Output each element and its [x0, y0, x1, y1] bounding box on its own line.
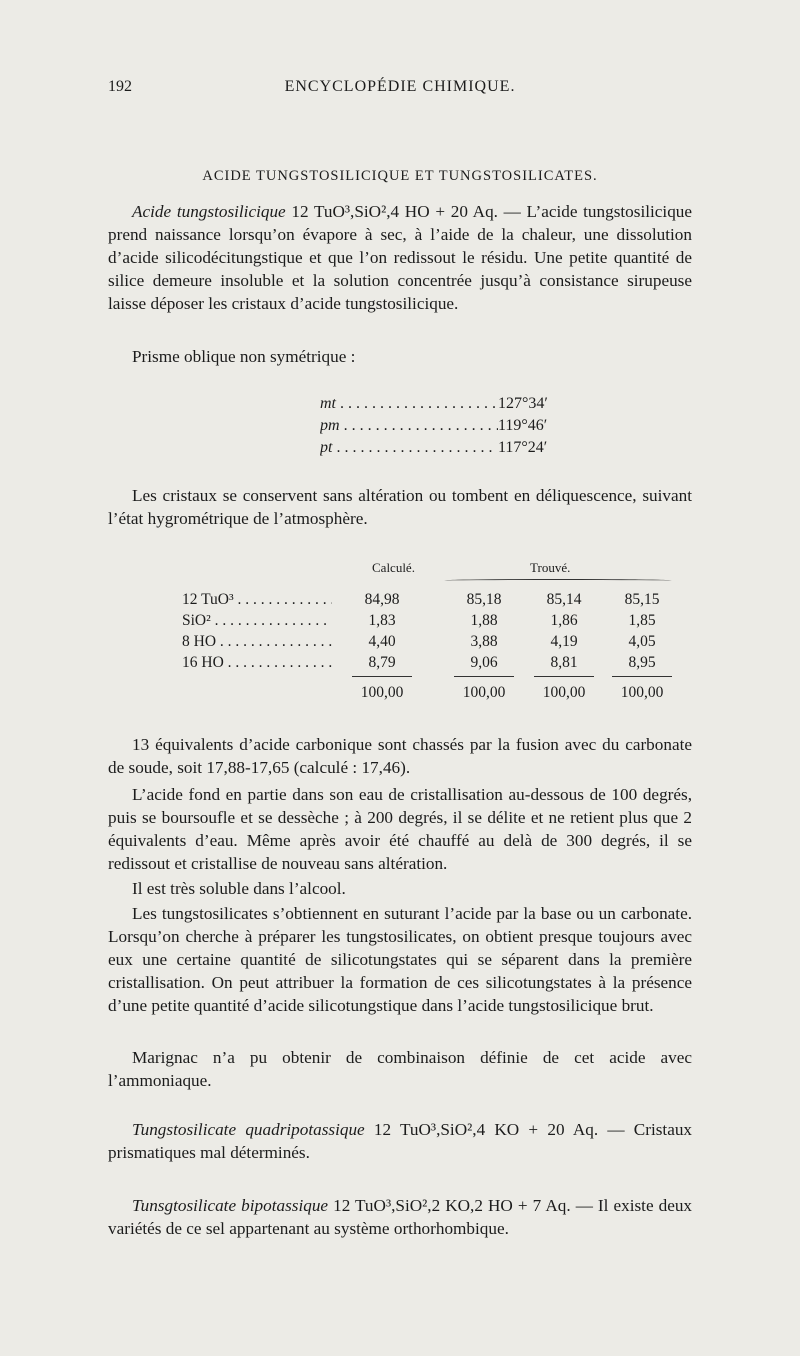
cell-found-3: 1,85 [628, 612, 656, 629]
total-found-3: 100,00 [620, 684, 664, 701]
cell-found-3: 4,05 [628, 633, 656, 650]
paragraph-fusion: L’acide fond en partie dans son eau de cristallisation au-dessous de 100 degrés, puis se boursoufle et se dessèche ; à 200 degrés, il se délite et ne retient plus que 2 équivalents d’eau. Même après avoir été chauffé au delà de 300 degrés, il se redissout et cristallise de nouveau sans altération. [108, 785, 692, 874]
salt-bipotassic [108, 1194, 692, 1240]
paragraph-solubility: Il est très soluble dans l’alcool. [132, 879, 346, 898]
row-label: 8 HO . . . [182, 633, 332, 651]
header-calculated: Calculé. [372, 560, 415, 575]
cell-calculated: 84,98 [364, 591, 400, 608]
crystals-paragraph: Les cristaux se conservent sans altération ou tombent en déliquescence, suivant l’état hygrométrique de l’atmosphère. [108, 486, 692, 529]
found-brace [444, 579, 672, 582]
table-row [182, 612, 682, 633]
angle-row [320, 417, 558, 439]
cell-calculated: 1,83 [368, 612, 396, 629]
header-found: Trouvé. [530, 560, 571, 575]
total-found-2: 100,00 [542, 684, 586, 701]
row-label: SiO² . . . [182, 612, 332, 630]
angle-value: 117°24′ [498, 439, 548, 456]
salt1-text: — Cristaux prismatiques mal déterminés. [108, 1120, 693, 1163]
table-row [182, 591, 682, 612]
running-title: ENCYCLOPÉDIE CHIMIQUE. [284, 78, 516, 95]
cell-found-1: 3,88 [470, 633, 498, 650]
cell-calculated: 4,40 [368, 633, 396, 650]
total-calculated: 100,00 [360, 684, 404, 701]
acid-text: — L’acide tungstosilicique prend naissance lorsqu’on évapore à sec, à l’aide de la chaleur, une dissolution d’acide silicodécitungstique et que l’on redissout le résidu. Une petite quantité de silice demeure insoluble et la solution concentrée jusqu’à consistance sirupeuse laisse déposer les cristaux d’acide tungstosilicique. [108, 202, 693, 314]
row-label: 16 HO . . . [182, 654, 332, 672]
page-number: 192 [108, 78, 132, 95]
angle-label: pt . . . [320, 439, 498, 461]
angle-row [320, 395, 558, 417]
table-row [182, 633, 682, 654]
cell-found-2: 1,86 [550, 612, 578, 629]
angle-value: 119°46′ [498, 417, 548, 434]
cell-found-3: 85,15 [624, 591, 660, 608]
acid-paragraph [108, 200, 692, 315]
salt2-formula: 12 TuO³,SiO²,2 KO,2 HO + 7 Aq. [333, 1196, 571, 1215]
total-rule [352, 676, 412, 677]
totals-row [182, 684, 682, 705]
cell-found-1: 9,06 [470, 654, 498, 671]
total-rule [454, 676, 514, 677]
acid-name: Acide tungstosilicique [132, 202, 286, 221]
paragraph-marignac: Marignac n’a pu obtenir de combinaison définie de cet acide avec l’ammoniaque. [108, 1048, 692, 1091]
crystal-form-line: Prisme oblique non symétrique : [132, 347, 356, 366]
paragraph-carbonic: 13 équivalents d’acide carbonique sont chassés par la fusion avec du carbonate de soude, soit 17,88-17,65 (calculé : 17,46). [108, 735, 692, 778]
cell-found-2: 85,14 [546, 591, 582, 608]
angle-label: pm . . . [320, 417, 498, 439]
angle-row [320, 439, 558, 461]
total-rule [612, 676, 672, 677]
total-found-1: 100,00 [462, 684, 506, 701]
total-rule [534, 676, 594, 677]
salt2-name: Tunsgtosilicate bipotassique [132, 1196, 329, 1215]
salt1-name: Tungstosilicate quadripotassique [132, 1120, 365, 1139]
table-row [182, 654, 682, 675]
angle-label: mt . . . [320, 395, 498, 417]
salt-quadripotassic [108, 1118, 692, 1164]
angle-value: 127°34′ [498, 395, 548, 412]
angles-table [320, 395, 558, 461]
composition-table [182, 560, 682, 710]
salt1-formula: 12 TuO³,SiO²,4 KO + 20 Aq. [373, 1120, 599, 1139]
cell-found-1: 85,18 [466, 591, 502, 608]
running-head [108, 78, 692, 98]
paragraph-tungstosilicates: Les tungstosilicates s’obtiennent en suturant l’acide par la base ou un carbonate. Lorsqu’on cherche à préparer les tungstosilicates, on obtient presque toujours avec eux une certaine quantité de silicotungstates qui se séparent dans la première cristallisation. On peut attribuer la formation de ces silicotungstates à la présence d’une petite quantité d’acide silicotungstique dans l’acide tungstosilicique brut. [108, 904, 692, 1016]
cell-found-2: 8,81 [550, 654, 578, 671]
cell-found-1: 1,88 [470, 612, 498, 629]
salt2-text: — Il existe deux variétés de ce sel appartenant au système orthorhombique. [108, 1196, 693, 1239]
cell-calculated: 8,79 [368, 654, 396, 671]
row-label: 12 TuO³ . . . [182, 591, 332, 609]
acid-formula: 12 TuO³,SiO²,4 HO + 20 Aq. [291, 202, 498, 221]
cell-found-3: 8,95 [628, 654, 656, 671]
cell-found-2: 4,19 [550, 633, 578, 650]
section-title: ACIDE TUNGSTOSILICIQUE ET TUNGSTOSILICATES. [202, 168, 598, 184]
